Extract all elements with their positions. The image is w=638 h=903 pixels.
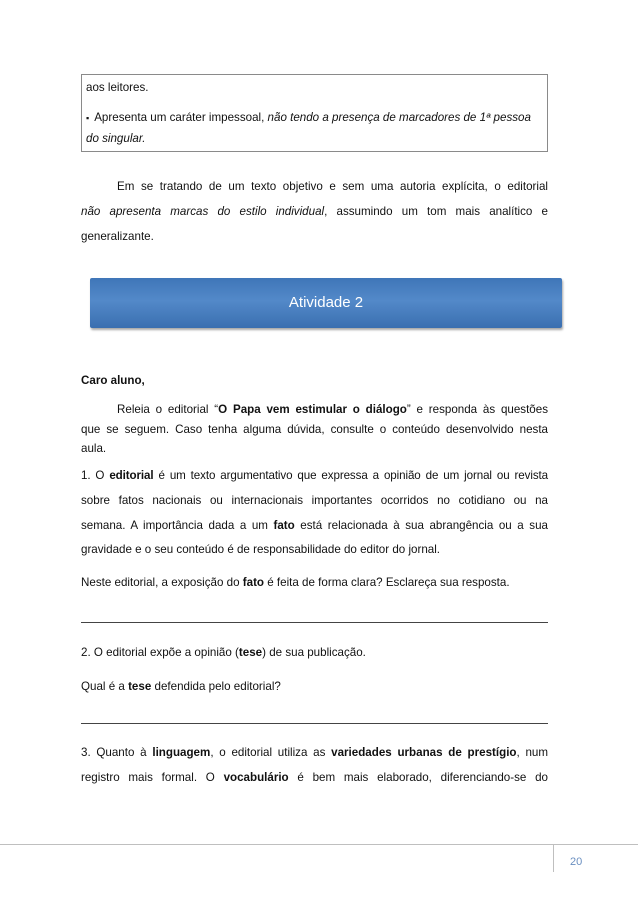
q3-l1c: , num [516,746,549,759]
box-line-1: aos leitores. [86,81,149,94]
para1-line-2 [81,205,548,218]
q1-answer-line[interactable] [81,622,548,623]
q2-question [81,680,548,693]
page-number: 20 [570,856,583,868]
q2-l1b: ) de sua publicação. [262,646,366,659]
intro-line-2: que se seguem. Caso tenha alguma dúvida, consulte o conteúdo desenvolvido nesta [81,423,548,436]
section-banner [90,278,562,328]
greeting [81,374,548,387]
q2-line-1 [81,646,548,659]
q1-question [81,576,548,589]
footer-page-separator [553,844,554,872]
q2-l1a: 2. O editorial expõe a opinião ( [81,646,239,659]
footer-divider [0,844,638,845]
q1-l3a: semana. A importância dada a um [81,519,274,532]
q3-bold-variedades: variedades urbanas de prestígio [331,746,517,759]
q3-bold-linguagem: linguagem [152,746,211,759]
bullet-icon: ▪ [86,113,90,123]
para1-italic: não apresenta marcas do estilo individual [81,205,325,218]
intro-l1a: Releia o editorial “ [117,403,219,416]
para1-line-3: generalizante. [81,230,154,243]
q1-l3b: está relacionada à sua abrangência ou a sua [294,519,548,532]
q1-l1b: é um texto argumentativo que expressa a opinião de um jornal ou revista [153,469,548,482]
q1-bold-fato: fato [273,519,295,532]
para1-line-1: Em se tratando de um texto objetivo e sem uma autoria explícita, o editorial [117,180,548,193]
q1-line-3 [81,519,548,532]
q2-question-a: Qual é a [81,680,129,693]
box-line-3 [86,132,146,145]
greeting-text: Caro aluno, [81,374,145,387]
box-line-2 [86,111,531,124]
intro-line-1 [81,403,548,416]
intro-title-bold: O Papa vem estimular o diálogo [218,403,407,416]
banner-title: Atividade 2 [288,294,364,311]
q1-line-2: sobre fatos nacionais ou internacionais importantes ocorridos no cotidiano ou na [81,494,548,507]
box-line-3-italic: do singular. [86,132,146,145]
q3-bold-vocabulario: vocabulário [223,771,289,784]
box-line-2-text: Apresenta um caráter impessoal, [94,111,268,124]
q1-bold-editorial: editorial [109,469,154,482]
q3-l1a: 3. Quanto à [81,746,153,759]
q2-bold-tese: tese [238,646,263,659]
intro-line-3: aula. [81,442,107,455]
q2-answer-line[interactable] [81,723,548,724]
q2-question-bold: tese [128,680,152,693]
q1-question-b: é feita de forma clara? Esclareça sua resposta. [264,576,510,589]
q2-question-b: defendida pelo editorial? [151,680,281,693]
q1-question-a: Neste editorial, a exposição do [81,576,243,589]
para1-line-2-rest: , assumindo um tom mais analítico e [324,205,549,218]
q3-line-1 [81,746,548,759]
intro-l1b: ” e responda às questões [406,403,548,416]
q3-l1b: , o editorial utiliza as [210,746,332,759]
q1-line-1 [81,469,548,482]
q3-l2b: é bem mais elaborado, diferenciando-se do [288,771,548,784]
q1-question-bold: fato [242,576,265,589]
q1-line-4: gravidade e o seu conteúdo é de responsabilidade do editor do jornal. [81,543,441,556]
q1-l1a: 1. O [81,469,110,482]
q3-l2a: registro mais formal. O [81,771,224,784]
q3-line-2 [81,771,548,784]
box-line-2-italic: não tendo a presença de marcadores de 1ª pessoa [267,111,531,124]
